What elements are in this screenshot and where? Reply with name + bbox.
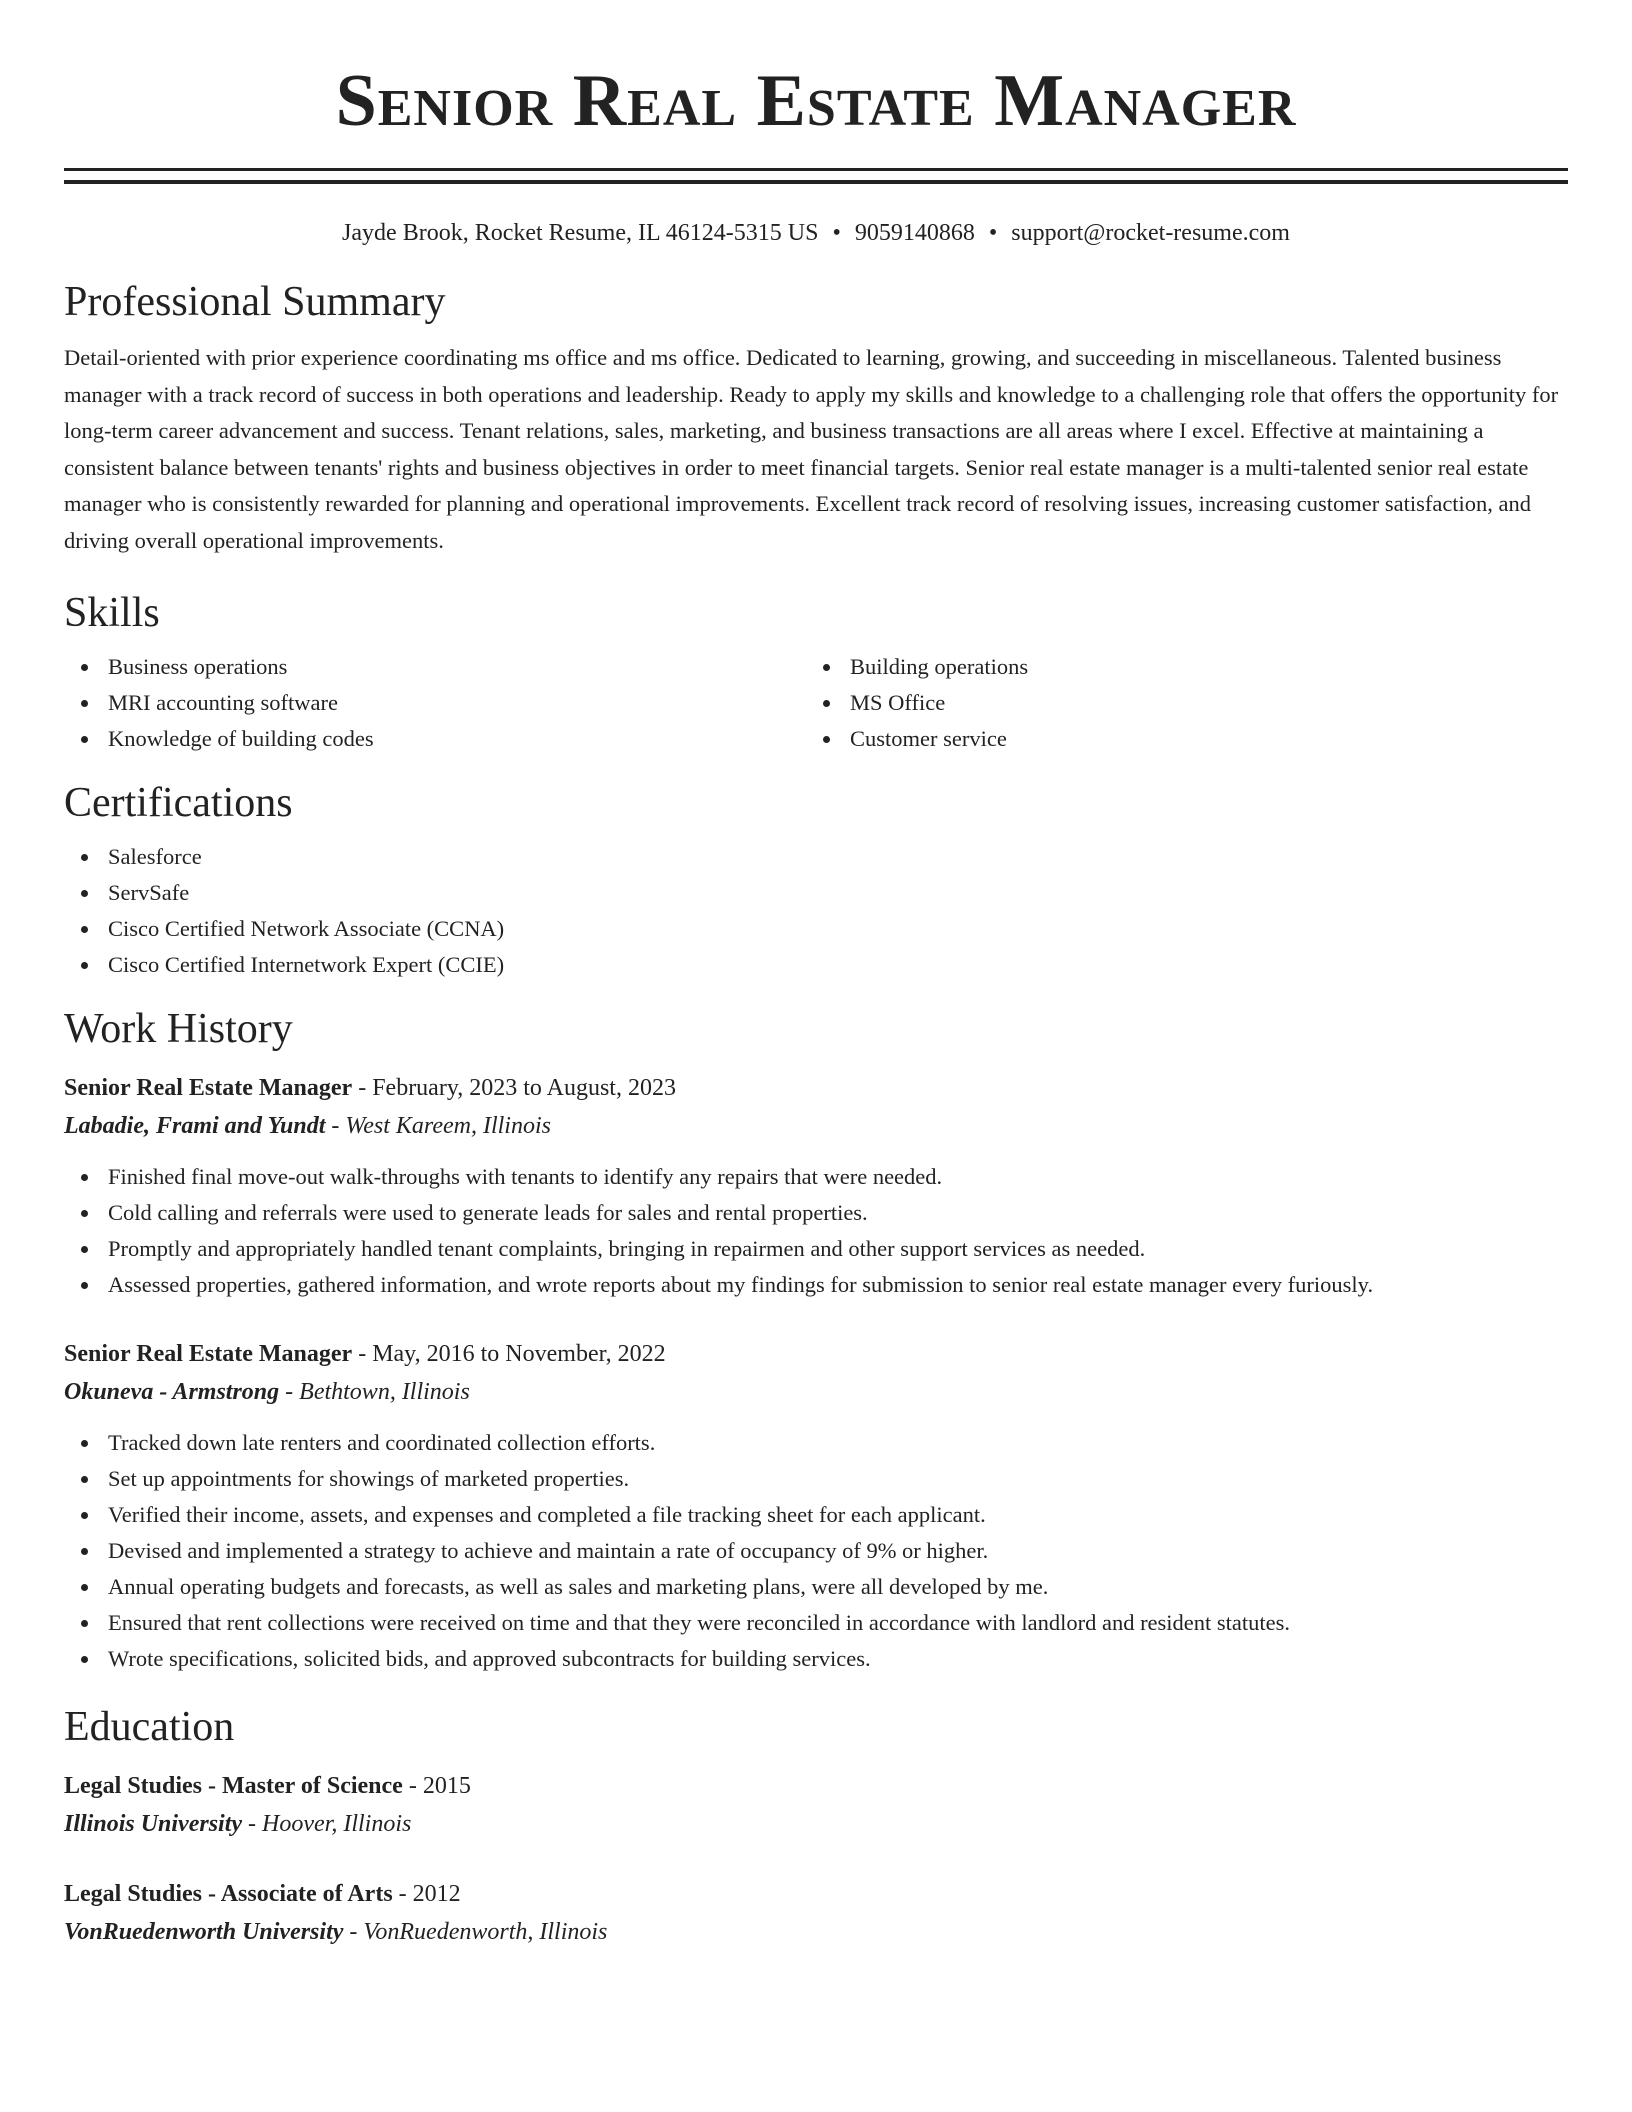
education-entry	[64, 1875, 1568, 1951]
degree-heading	[64, 1875, 1568, 1913]
company-name: Okuneva - Armstrong	[64, 1379, 280, 1405]
skills-section	[64, 589, 1568, 757]
certification-item: ServSafe	[64, 875, 1568, 911]
job-employer	[64, 1373, 1568, 1411]
job-bullet: Cold calling and referrals were used to generate leads for sales and rental properties.	[64, 1195, 1568, 1231]
professional-summary-section	[64, 278, 1568, 559]
certification-item: Cisco Certified Network Associate (CCNA)	[64, 911, 1568, 947]
job-bullet: Ensured that rent collections were received on time and that they were reconciled in accordance with landlord and resident statutes.	[64, 1605, 1568, 1641]
job-dates: May, 2016 to November, 2022	[372, 1341, 666, 1367]
joiner: -	[279, 1379, 300, 1405]
school-name: VonRuedenworth University	[64, 1919, 344, 1945]
education-entry	[64, 1767, 1568, 1843]
section-heading: Work History	[64, 1006, 293, 1052]
section-heading: Education	[64, 1704, 235, 1750]
contact-separator: •	[832, 220, 841, 246]
school-location: Hoover, Illinois	[262, 1811, 412, 1837]
section-heading: Skills	[64, 590, 160, 636]
certification-item: Cisco Certified Internetwork Expert (CCIE)	[64, 947, 1568, 983]
job-bullets	[64, 1425, 1568, 1677]
job-employer	[64, 1107, 1568, 1145]
job-entry	[64, 1069, 1568, 1303]
joiner: -	[352, 1341, 373, 1367]
degree-year: 2015	[422, 1773, 471, 1799]
section-heading: Certifications	[64, 780, 293, 826]
skills-grid	[64, 649, 1568, 757]
job-location: Bethtown, Illinois	[299, 1379, 470, 1405]
job-title: Senior Real Estate Manager	[64, 1075, 353, 1101]
school-location: VonRuedenworth, Illinois	[363, 1919, 608, 1945]
job-bullet: Finished final move-out walk-throughs with tenants to identify any repairs that were needed.	[64, 1159, 1568, 1195]
school-name: Illinois University	[64, 1811, 243, 1837]
education-section	[64, 1703, 1568, 1951]
job-bullet: Wrote specifications, solicited bids, and approved subcontracts for building services.	[64, 1641, 1568, 1677]
contact-address: Jayde Brook, Rocket Resume, IL 46124-5315 US	[342, 220, 819, 246]
job-bullet: Tracked down late renters and coordinated collection efforts.	[64, 1425, 1568, 1461]
job-dates: February, 2023 to August, 2023	[372, 1075, 676, 1101]
work-history-section	[64, 1005, 1568, 1677]
summary-text: Detail-oriented with prior experience coordinating ms office and ms office. Dedicated to learning, growing, and succeeding in miscellaneous. Talented business manager with a track record of success in both operations and leadership. Ready to apply my skills and knowledge to a challenging role that offers the opportunity for long-term career advancement and success. Tenant relations, sales, marketing, and business transactions are all areas where I excel. Effective at maintaining a consistent balance between tenants' rights and business objectives in order to meet financial targets. Senior real estate manager is a multi-talented senior real estate manager who is consistently rewarded for planning and operational improvements. Excellent track record of resolving issues, increasing customer satisfaction, and driving overall operational improvements.	[64, 345, 1559, 553]
job-bullet: Set up appointments for showings of marketed properties.	[64, 1461, 1568, 1497]
joiner: -	[352, 1075, 373, 1101]
section-heading: Professional Summary	[64, 279, 446, 325]
resume-title: Senior Real Estate Manager	[335, 60, 1297, 142]
school-line	[64, 1805, 1568, 1843]
contact-email: support@rocket-resume.com	[1011, 220, 1290, 246]
job-location: West Kareem, Illinois	[345, 1113, 551, 1139]
skill-item: Customer service	[806, 721, 1548, 757]
contact-line	[64, 218, 1568, 248]
joiner: -	[402, 1773, 423, 1799]
joiner: -	[343, 1919, 364, 1945]
job-bullet: Devised and implemented a strategy to achieve and maintain a rate of occupancy of 9% or higher.	[64, 1533, 1568, 1569]
job-heading	[64, 1335, 1568, 1373]
title-divider	[64, 168, 1568, 184]
joiner: -	[242, 1811, 263, 1837]
job-entry	[64, 1335, 1568, 1677]
degree-heading	[64, 1767, 1568, 1805]
job-title: Senior Real Estate Manager	[64, 1341, 353, 1367]
joiner: -	[325, 1113, 346, 1139]
certifications-section	[64, 779, 1568, 983]
degree-year: 2012	[412, 1881, 461, 1907]
skill-item: Business operations	[64, 649, 806, 685]
skills-list-left	[64, 649, 806, 757]
skill-item: MRI accounting software	[64, 685, 806, 721]
job-bullet: Annual operating budgets and forecasts, as well as sales and marketing plans, were all developed by me.	[64, 1569, 1568, 1605]
contact-phone: 9059140868	[854, 220, 975, 246]
skill-item: Knowledge of building codes	[64, 721, 806, 757]
degree-name: Legal Studies - Associate of Arts	[64, 1881, 393, 1907]
job-bullet: Verified their income, assets, and expenses and completed a file tracking sheet for each applicant.	[64, 1497, 1568, 1533]
skills-list-right	[806, 649, 1548, 757]
job-bullet: Assessed properties, gathered information, and wrote reports about my findings for submission to senior real estate manager every furiously.	[64, 1267, 1568, 1303]
degree-name: Legal Studies - Master of Science	[64, 1773, 403, 1799]
job-bullet: Promptly and appropriately handled tenant complaints, bringing in repairmen and other support services as needed.	[64, 1231, 1568, 1267]
company-name: Labadie, Frami and Yundt	[64, 1113, 326, 1139]
job-bullets	[64, 1159, 1568, 1303]
skill-item: Building operations	[806, 649, 1548, 685]
certifications-list	[64, 839, 1568, 983]
contact-separator: •	[988, 220, 998, 246]
job-heading	[64, 1069, 1568, 1107]
skill-item: MS Office	[806, 685, 1548, 721]
certification-item: Salesforce	[64, 839, 1568, 875]
school-line	[64, 1913, 1568, 1951]
joiner: -	[392, 1881, 413, 1907]
